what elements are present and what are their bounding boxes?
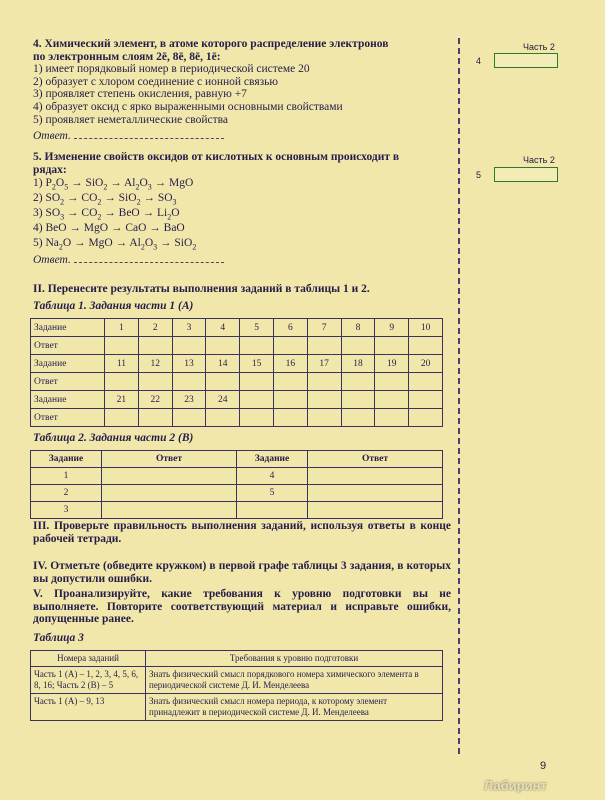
question-4-option: 4) образует оксид с ярко выраженными основными свойствами [33, 100, 343, 113]
question-5-options [33, 176, 453, 251]
table-1-answer-cell[interactable] [105, 337, 139, 355]
formula-part: O [139, 177, 148, 190]
table-1-answer-cell[interactable] [206, 409, 240, 427]
table-1-answer-cell[interactable] [206, 337, 240, 355]
table-1-task-number: 4 [206, 319, 240, 337]
table-1-task-number: 21 [105, 391, 139, 409]
formula-subscript: 2 [167, 212, 172, 222]
formula-part: → SiO [68, 177, 104, 190]
formula-subscript: 2 [192, 242, 197, 252]
table-1-answer-label: Ответ [31, 337, 105, 355]
formula-part: → SiO [101, 192, 137, 205]
table-1-task-number [240, 391, 274, 409]
question-4-option: 3) проявляет степень окисления, равную +7 [33, 88, 247, 101]
table-1-task-label: Задание [31, 355, 105, 373]
table-1-task-number: 22 [138, 391, 172, 409]
table-2-answer-cell[interactable] [308, 502, 443, 519]
table-3-requirement-cell: Знать физический смысл номера периода, к которому элемент принадлежит в периодической системе Д. И. Менделеева [146, 694, 443, 721]
question-5-title-line2: рядах: [33, 163, 67, 176]
table-2-answer-cell[interactable] [102, 485, 237, 502]
table-1-answer-cell[interactable] [307, 337, 341, 355]
formula-part: P [45, 177, 52, 190]
table-1-answer-cell[interactable] [341, 409, 375, 427]
table-3-header-numbers: Номера заданий [31, 651, 146, 667]
table-row [31, 391, 443, 409]
table-1-task-number: 24 [206, 391, 240, 409]
table-1-answer-cell[interactable] [240, 409, 274, 427]
question-4-option: 1) имеет порядковый номер в периодической системе 20 [33, 63, 310, 76]
table-1-task-number [375, 391, 409, 409]
table-1-task-number [273, 391, 307, 409]
table-2-task-number: 5 [237, 485, 308, 502]
table-1-task-number: 6 [273, 319, 307, 337]
formula-part: O [171, 207, 180, 220]
table-1 [30, 318, 443, 427]
formula-part: → BeO → Li [101, 207, 168, 220]
table-1-task-number: 18 [341, 355, 375, 373]
question-5-answer-label: Ответ. [33, 254, 71, 267]
formula-part: Na [45, 237, 59, 250]
table-1-answer-cell[interactable] [375, 337, 409, 355]
question-5-option-number: 5) [33, 237, 46, 250]
table-1-task-number: 12 [138, 355, 172, 373]
table-1-answer-cell[interactable] [172, 373, 206, 391]
question-5-option [33, 206, 453, 221]
formula-part: O [55, 177, 65, 190]
section-3-text: III. Проверьте правильность выполнения заданий, используя ответы в конце рабочей тетради. [33, 520, 451, 545]
table-3 [30, 650, 443, 721]
table-1-answer-cell[interactable] [409, 373, 443, 391]
table-2-header-task: Задание [31, 451, 102, 468]
formula-part: O [144, 237, 154, 250]
question-4-title-line2: по электронным слоям 2ē, 8ē, 8ē, 1ē: [33, 50, 221, 63]
side-task-number-4: 4 [476, 56, 482, 66]
formula-subscript: 3 [153, 242, 158, 252]
table-1-task-number: 13 [172, 355, 206, 373]
formula-subscript: 3 [60, 212, 65, 222]
formula-subscript: 2 [58, 242, 63, 252]
table-3-header-requirements: Требования к уровню подготовки [146, 651, 443, 667]
formula-part: → MgO [151, 177, 194, 190]
table-2-answer-cell[interactable] [308, 485, 443, 502]
table-2-caption: Таблица 2. Задания части 2 (В) [33, 432, 194, 444]
table-2-answer-cell[interactable] [308, 468, 443, 485]
table-2-task-number: 1 [31, 468, 102, 485]
side-task-number-5: 5 [476, 170, 482, 180]
table-1-caption: Таблица 1. Задания части 1 (А) [33, 300, 194, 312]
table-1-answer-label: Ответ [31, 373, 105, 391]
question-5-option [33, 221, 453, 236]
table-1-answer-cell[interactable] [307, 373, 341, 391]
formula-subscript: 2 [135, 182, 140, 192]
table-2-header-task: Задание [237, 451, 308, 468]
table-2-task-number: 3 [31, 502, 102, 519]
table-1-task-number [341, 391, 375, 409]
question-5-option-number: 4) [33, 222, 46, 235]
table-3-caption: Таблица 3 [33, 632, 84, 644]
formula-subscript: 3 [147, 182, 152, 192]
question-4-answer-line[interactable] [74, 129, 224, 139]
table-1-task-number: 14 [206, 355, 240, 373]
table-1-task-number: 23 [172, 391, 206, 409]
formula-subscript: 2 [97, 197, 102, 207]
formula-subscript: 2 [140, 242, 145, 252]
table-1-answer-cell[interactable] [341, 337, 375, 355]
table-1-task-number: 19 [375, 355, 409, 373]
table-1-answer-cell[interactable] [105, 409, 139, 427]
question-5-title-line1: 5. Изменение свойств оксидов от кислотных к основным происходит в [33, 151, 400, 163]
table-1-task-number: 8 [341, 319, 375, 337]
table-1-answer-cell[interactable] [409, 337, 443, 355]
table-row [31, 485, 443, 502]
table-1-answer-cell[interactable] [138, 409, 172, 427]
formula-subscript: 3 [172, 197, 177, 207]
table-row [31, 319, 443, 337]
answer-box-task-5[interactable] [494, 167, 558, 182]
side-part-label-4: Часть 2 [523, 42, 555, 52]
table-1-answer-cell[interactable] [307, 409, 341, 427]
table-row [31, 355, 443, 373]
question-5-option-number: 2) [33, 192, 46, 205]
table-1-answer-cell[interactable] [240, 337, 274, 355]
section-4-text: IV. Отметьте (обведите кружком) в первой графе таблицы 3 задания, в которых вы допустили ошибки. [33, 560, 451, 585]
table-2-answer-cell[interactable] [102, 502, 237, 519]
table-1-answer-cell[interactable] [206, 373, 240, 391]
question-4 [33, 38, 453, 143]
table-row [31, 409, 443, 427]
table-row [31, 468, 443, 485]
question-4-option: 5) проявляет неметаллические свойства [33, 113, 229, 126]
table-1-answer-cell[interactable] [375, 373, 409, 391]
table-1-answer-cell[interactable] [409, 409, 443, 427]
formula-subscript: 2 [51, 182, 56, 192]
table-1-task-number: 7 [307, 319, 341, 337]
table-3-numbers-cell[interactable]: Часть 1 (А) – 1, 2, 3, 4, 5, 6, 8, 16; Часть 2 (В) – 5 [31, 667, 146, 694]
table-1-task-label: Задание [31, 319, 105, 337]
formula-part: SO [45, 207, 61, 220]
table-1-answer-cell[interactable] [240, 373, 274, 391]
table-1-task-number: 17 [307, 355, 341, 373]
formula-part: → SO [140, 192, 173, 205]
formula-part: → SiO [157, 237, 193, 250]
question-5-option [33, 191, 453, 206]
table-2-task-number: 2 [31, 485, 102, 502]
formula-subscript: 2 [97, 212, 102, 222]
table-1-task-number: 9 [375, 319, 409, 337]
section-5-text: V. Проанализируйте, какие требования к уровню подготовки вы не выполняете. Повторите соответствующий материал и исправьте ошибки, допущенные ранее. [33, 588, 451, 626]
table-2-task-number: 4 [237, 468, 308, 485]
table-row [31, 694, 443, 721]
table-1-answer-cell[interactable] [341, 373, 375, 391]
table-1-task-number: 16 [273, 355, 307, 373]
question-5 [33, 151, 453, 267]
table-1-task-number: 20 [409, 355, 443, 373]
table-1-task-number: 1 [105, 319, 139, 337]
table-1-answer-label: Ответ [31, 409, 105, 427]
table-1-answer-cell[interactable] [172, 337, 206, 355]
formula-part: BeO → MgO → CaO → BaO [45, 222, 185, 235]
table-1-answer-cell[interactable] [105, 373, 139, 391]
formula-part: → CO [64, 207, 98, 220]
section-2-heading: II. Перенесите результаты выполнения заданий в таблицы 1 и 2. [33, 283, 370, 295]
question-5-option [33, 176, 453, 191]
table-2-task-number [237, 502, 308, 519]
table-1-task-number: 5 [240, 319, 274, 337]
side-part-label-5: Часть 2 [523, 155, 555, 165]
formula-part: → Al [107, 177, 136, 190]
question-5-option-number: 1) [33, 177, 46, 190]
table-3-numbers-cell[interactable]: Часть 1 (А) – 9, 13 [31, 694, 146, 721]
page-number: 9 [540, 760, 547, 772]
formula-part: O → MgO → Al [62, 237, 141, 250]
formula-subscript: 2 [103, 182, 108, 192]
table-2-answer-cell[interactable] [102, 468, 237, 485]
table-row [31, 502, 443, 519]
question-4-answer-label: Ответ. [33, 130, 71, 143]
table-row [31, 667, 443, 694]
table-1-answer-cell[interactable] [375, 409, 409, 427]
table-1-answer-cell[interactable] [273, 373, 307, 391]
formula-subscript: 2 [136, 197, 141, 207]
table-3-requirement-cell: Знать физический смысл порядкового номера химического элемента в периодической системе Д. И. Менделеева [146, 667, 443, 694]
table-1-task-number: 11 [105, 355, 139, 373]
table-1-task-number [409, 391, 443, 409]
table-1-answer-cell[interactable] [138, 373, 172, 391]
table-1-task-number: 10 [409, 319, 443, 337]
table-row [31, 451, 443, 468]
table-1-task-number [307, 391, 341, 409]
question-4-title-line1: 4. Химический элемент, в атоме которого распределение электронов [33, 38, 389, 50]
table-1-answer-cell[interactable] [138, 337, 172, 355]
answer-box-task-4[interactable] [494, 53, 558, 68]
watermark-logo: Лабиринт [484, 778, 547, 793]
table-2-header-answer: Ответ [308, 451, 443, 468]
table-1-task-label: Задание [31, 391, 105, 409]
table-1-answer-cell[interactable] [273, 409, 307, 427]
table-1-task-number: 3 [172, 319, 206, 337]
table-row [31, 337, 443, 355]
table-2-header-answer: Ответ [102, 451, 237, 468]
table-1-answer-cell[interactable] [273, 337, 307, 355]
question-5-option [33, 236, 453, 251]
formula-subscript: 2 [60, 197, 65, 207]
table-row [31, 373, 443, 391]
formula-subscript: 5 [64, 182, 69, 192]
margin-dashed-line [458, 38, 460, 754]
question-5-answer-line[interactable] [74, 253, 224, 263]
table-1-task-number: 2 [138, 319, 172, 337]
table-1-task-number: 15 [240, 355, 274, 373]
table-2 [30, 450, 443, 519]
question-5-option-number: 3) [33, 207, 46, 220]
formula-part: → CO [64, 192, 98, 205]
formula-part: SO [45, 192, 61, 205]
question-4-option: 2) образует с хлором соединение с ионной связью [33, 75, 278, 88]
table-1-answer-cell[interactable] [172, 409, 206, 427]
